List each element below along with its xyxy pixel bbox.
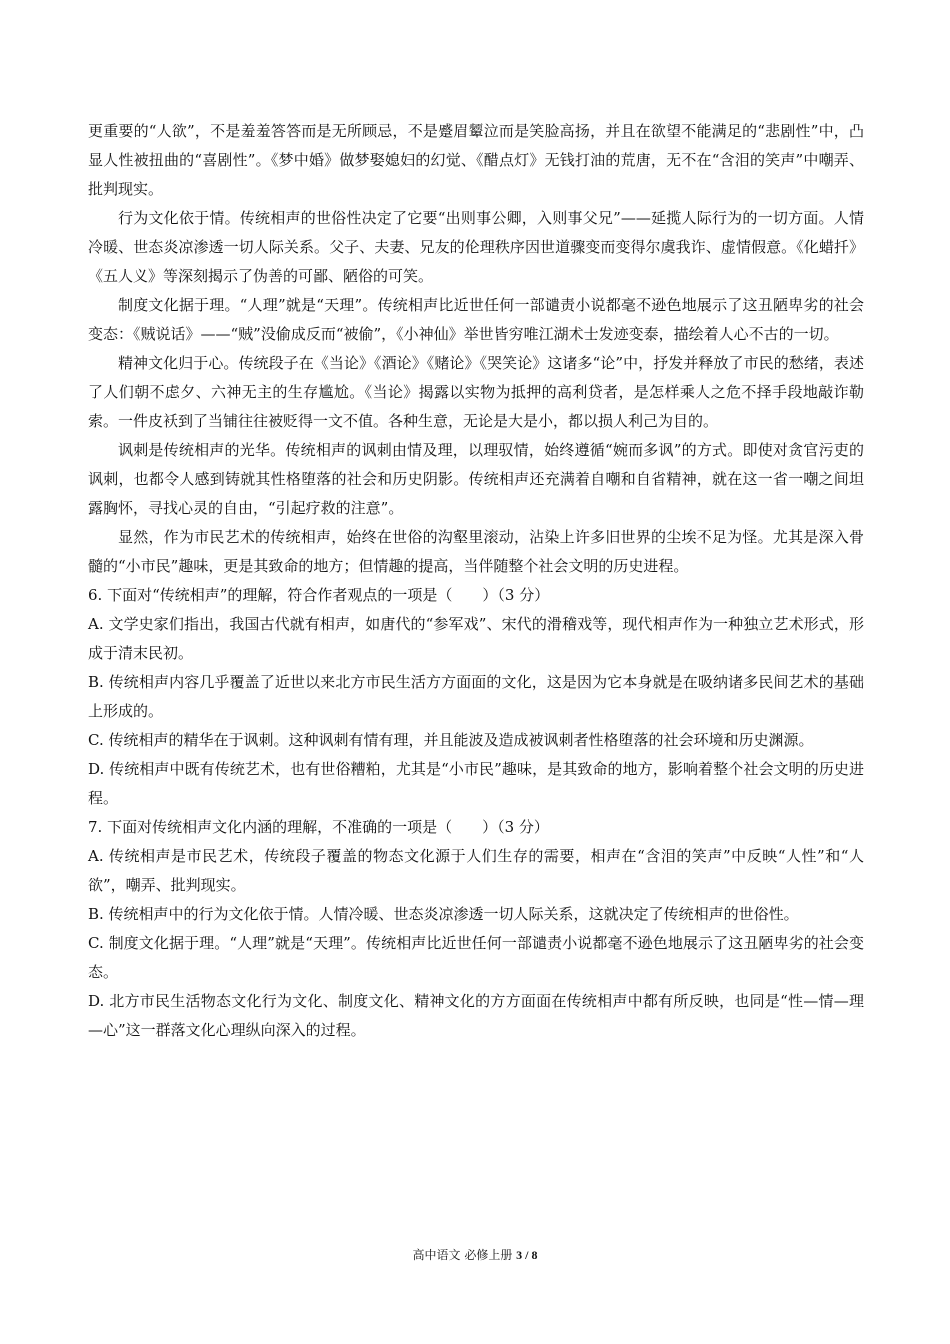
page-number: 3 / 8 bbox=[516, 1248, 538, 1262]
question-6 bbox=[88, 581, 864, 813]
question-6-option-a: A. 文学史家们指出，我国古代就有相声，如唐代的“参军戏”、宋代的滑稽戏等，现代相声作为一种独立艺术形式，形成于清末民初。 bbox=[88, 615, 864, 662]
passage-paragraph-3: 制度文化据于理。“人理”就是“天理”。传统相声比近世任何一部谴责小说都毫不逊色地展示了这丑陋卑劣的社会变态：《贼说话》——“贼”没偷成反而“被偷”，《小神仙》举世皆穷唯江湖术士发迹变泰，描绘着人心不古的一切。 bbox=[88, 296, 864, 343]
question-6-stem: 6. 下面对“传统相声”的理解，符合作者观点的一项是（ ）（3 分） bbox=[88, 586, 550, 604]
question-7-stem: 7. 下面对传统相声文化内涵的理解，不准确的一项是（ ）（3 分） bbox=[88, 818, 549, 836]
question-7-option-d: D. 北方市民生活物态文化行为文化、制度文化、精神文化的方方面面在传统相声中都有所反映，也同是“性—情—理—心”这一群落文化心理纵向深入的过程。 bbox=[88, 992, 864, 1039]
question-6-option-d: D. 传统相声中既有传统艺术，也有世俗糟粕，尤其是“小市民”趣味，是其致命的地方，影响着整个社会文明的历史进程。 bbox=[88, 760, 864, 807]
passage-paragraph-2: 行为文化依于情。传统相声的世俗性决定了它要“出则事公卿，入则事父兄”——延揽人际行为的一切方面。人情冷暖、世态炎凉渗透一切人际关系。父子、夫妻、兄友的伦理秩序因世道骤变而变得尔虞我诈、虚情假意。《化蜡扦》《五人义》等深刻揭示了伪善的可鄙、陋俗的可笑。 bbox=[88, 209, 864, 285]
passage-paragraph-4: 精神文化归于心。传统段子在《当论》《酒论》《赌论》《哭笑论》这诸多“论”中，抒发并释放了市民的愁绪，表述了人们朝不虑夕、六神无主的生存尴尬。《当论》揭露以实物为抵押的高利贷者，是怎样乘人之危不择手段地敲诈勒索。一件皮袄到了当铺往往被贬得一文不值。各种生意，无论是大是小，都以损人利己为目的。 bbox=[88, 354, 864, 430]
question-7 bbox=[88, 813, 864, 1045]
question-7-option-c: C. 制度文化据于理。“人理”就是“天理”。传统相声比近世任何一部谴责小说都毫不逊色地展示了这丑陋卑劣的社会变态。 bbox=[88, 934, 864, 981]
passage-paragraph-1: 更重要的“人欲”，不是羞羞答答而是无所顾忌，不是蹙眉颦泣而是笑脸高扬，并且在欲望不能满足的“悲剧性”中，凸显人性被扭曲的“喜剧性”。《梦中婚》做梦娶媳妇的幻觉、《醋点灯》无钱打油的荒唐，无不在“含泪的笑声”中嘲弄、批判现实。 bbox=[88, 122, 864, 198]
question-7-option-b: B. 传统相声中的行为文化依于情。人情冷暖、世态炎凉渗透一切人际关系，这就决定了传统相声的世俗性。 bbox=[88, 905, 799, 923]
reading-passage bbox=[88, 117, 864, 581]
passage-paragraph-5: 讽刺是传统相声的光华。传统相声的讽刺由情及理，以理驭情，始终遵循“婉而多讽”的方式。即使对贪官污吏的讽刺，也都令人感到铸就其性格堕落的社会和历史阴影。传统相声还充满着自嘲和自省精神，就在这一省一嘲之间坦露胸怀，寻找心灵的自由，“引起疗救的注意”。 bbox=[88, 441, 864, 517]
page-footer bbox=[0, 1246, 950, 1264]
footer-course-label: 高中语文 必修上册 bbox=[412, 1248, 513, 1262]
question-7-option-a: A. 传统相声是市民艺术，传统段子覆盖的物态文化源于人们生存的需要，相声在“含泪的笑声”中反映“人性”和“人欲”，嘲弄、批判现实。 bbox=[88, 847, 864, 894]
question-6-option-c: C. 传统相声的精华在于讽刺。这种讽刺有情有理，并且能波及造成被讽刺者性格堕落的社会环境和历史渊源。 bbox=[88, 731, 814, 749]
document-body bbox=[88, 117, 864, 1045]
question-6-option-b: B. 传统相声内容几乎覆盖了近世以来北方市民生活方方面面的文化，这是因为它本身就是在吸纳诸多民间艺术的基础上形成的。 bbox=[88, 673, 864, 720]
passage-paragraph-6: 显然，作为市民艺术的传统相声，始终在世俗的沟壑里滚动，沾染上许多旧世界的尘埃不足为怪。尤其是深入骨髓的“小市民”趣味，更是其致命的地方；但情趣的提高，当伴随整个社会文明的历史进程。 bbox=[88, 528, 864, 575]
